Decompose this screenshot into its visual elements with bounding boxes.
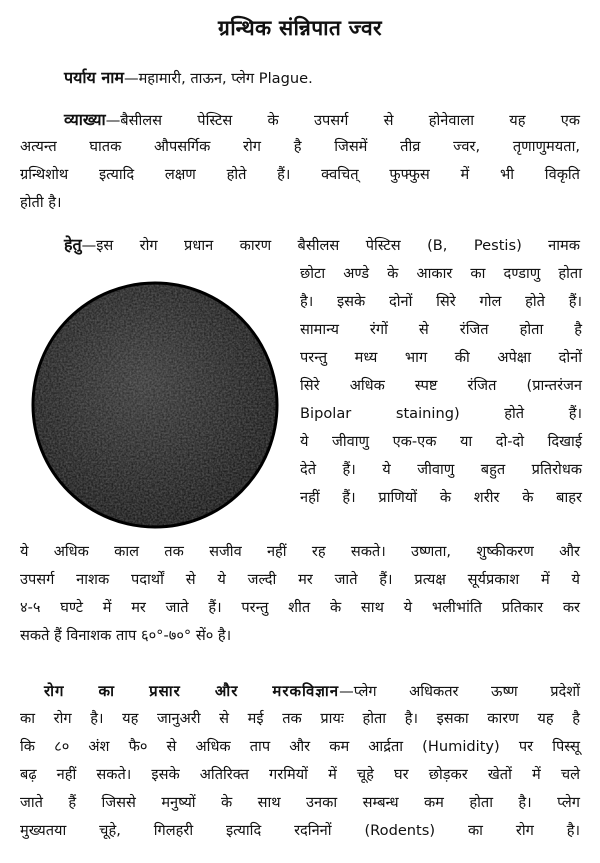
definition-line-3: ग्रन्थिशोथ इत्यादि लक्षण होते हैं। क्वचित् फुफ्फुस में भी विकृति bbox=[20, 166, 580, 183]
cause-line-full-3: ४-५ घण्टे में मर जाते हैं। परन्तु शीत के साथ ये भलीभांति प्रतिकार कर bbox=[20, 599, 580, 616]
cause-side-line-8: देते हैं। ये जीवाणु बहुत प्रतिरोधक bbox=[300, 461, 582, 478]
spread-line-3: कि ८० अंश फै० से अधिक ताप और कम आर्द्रता (Humidity) पर पिस्सू bbox=[20, 738, 580, 755]
cause-line-1 bbox=[64, 237, 580, 254]
bacteria-micrograph bbox=[30, 280, 280, 530]
definition-line-2: अत्यन्त घातक औपसर्गिक रोग है जिसमें तीव्र ज्वर, तृणाणुमयता, bbox=[20, 138, 580, 155]
cause-side-line-7: ये जीवाणु एक-एक या दो-दो दिखाई bbox=[300, 433, 582, 450]
spread-line-4: बढ़ नहीं सकते। इसके अतिरिक्त गरमियों में चूहे घर छोड़कर खेतों में चले bbox=[20, 766, 580, 783]
cause-side-line-2: है। इसके दोनों सिरे गोल होते हैं। bbox=[300, 293, 582, 310]
spread-line-5: जाते हैं जिससे मनुष्यों के साथ उनका सम्बन्ध कम होता है। प्लेग bbox=[20, 794, 580, 811]
definition-label: व्याख्या bbox=[64, 110, 106, 129]
synonyms-line bbox=[64, 70, 313, 87]
spread-label: रोग का प्रसार और मरकविज्ञान bbox=[44, 682, 340, 700]
page-title: ग्रन्थिक संन्निपात ज्वर bbox=[218, 16, 382, 40]
cause-line-full-2: उपसर्ग नाशक पदार्थों से ये जल्दी मर जाते हैं। प्रत्यक्ष सूर्यप्रकाश में ये bbox=[20, 571, 580, 588]
spread-line-6: मुख्यतया चूहे, गिलहरी इत्यादि रदनिनों (Rodents) का रोग है। bbox=[20, 822, 580, 839]
definition-line-4: होती है। bbox=[20, 194, 62, 211]
micrograph-image bbox=[30, 280, 280, 530]
cause-line-full-4: सकते हैं विनाशक ताप ६०°-७०° सें० है। bbox=[20, 627, 232, 644]
synonyms-label: पर्याय नाम bbox=[64, 68, 124, 87]
cause-label: हेतु bbox=[64, 235, 82, 254]
spread-line-1 bbox=[44, 684, 580, 700]
definition-line-1 bbox=[64, 112, 580, 129]
cause-side-line-1: छोटा अण्डे के आकार का दण्डाणु होता bbox=[300, 265, 582, 282]
cause-line-full-1: ये अधिक काल तक सजीव नहीं रह सकते। उष्णता, शुष्कीकरण और bbox=[20, 543, 580, 560]
spread-text-1: —प्लेग अधिकतर ऊष्ण प्रदेशों bbox=[339, 683, 580, 700]
cause-side-line-3: सामान्य रंगों से रंजित होता है bbox=[300, 321, 582, 338]
cause-text-1: —इस रोग प्रधान कारण बैसीलस पेस्टिस (B, Pestis) नामक bbox=[81, 237, 580, 254]
cause-side-line-9: नहीं हैं। प्राणियों के शरीर के बाहर bbox=[300, 489, 582, 506]
spread-line-2: का रोग है। यह जानुअरी से मई तक प्रायः होता है। इसका कारण यह है bbox=[20, 710, 580, 727]
cause-side-line-5: सिरे अधिक स्पष्ट रंजित (प्रान्तरंजन bbox=[300, 377, 582, 394]
cause-side-line-6: Bipolar staining) होते हैं। bbox=[300, 405, 582, 422]
cause-side-line-4: परन्तु मध्य भाग की अपेक्षा दोनों bbox=[300, 349, 582, 366]
definition-text-1: —बैसीलस पेस्टिस के उपसर्ग से होनेवाला यह एक bbox=[105, 112, 580, 129]
synonyms-text: —महामारी, ताऊन, प्लेग Plague. bbox=[123, 70, 313, 87]
